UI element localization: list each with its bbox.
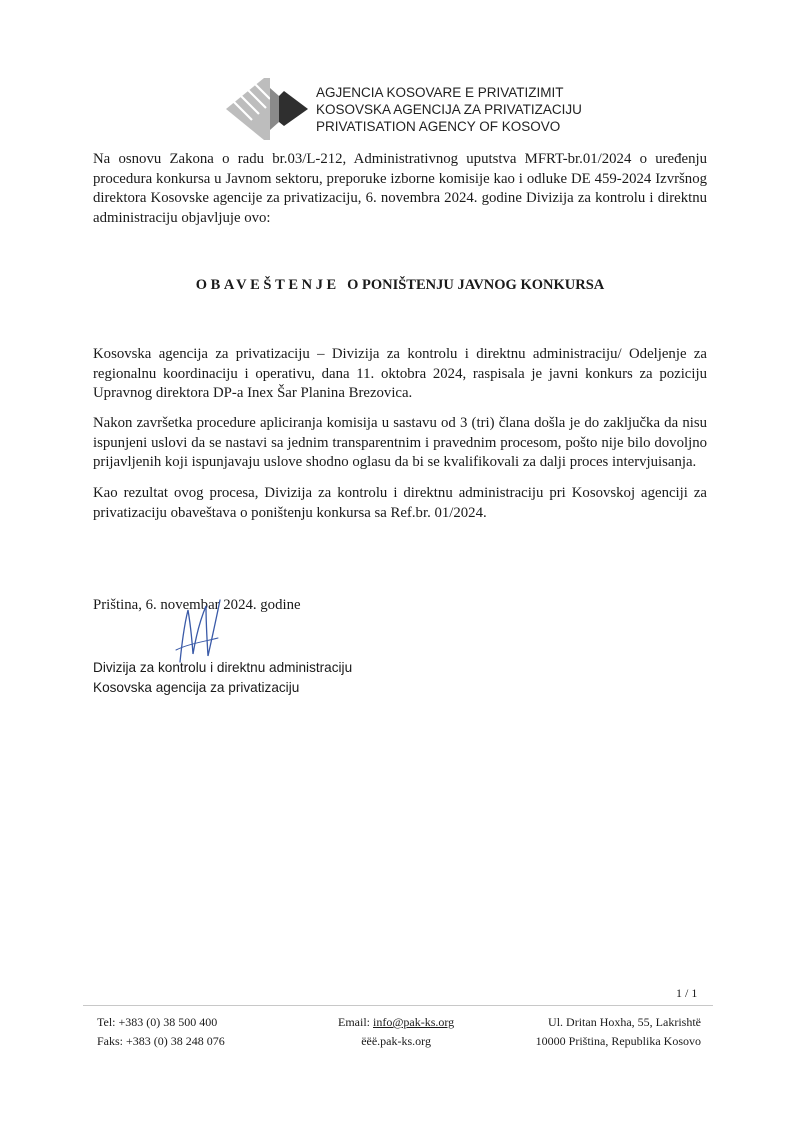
footer-address-line2: 10000 Priština, Republika Kosovo (535, 1034, 701, 1048)
footer-tel: Tel: +383 (0) 38 500 400 (97, 1015, 218, 1029)
signature-division: Divizija za kontrolu i direktnu administraciju (93, 660, 353, 675)
footer-address-line1: Ul. Dritan Hoxha, 55, Lakrishtë (548, 1015, 701, 1029)
footer-email-label: Email: (338, 1015, 373, 1029)
agency-name-english: PRIVATISATION AGENCY OF KOSOVO (316, 119, 561, 134)
footer-web: ëëë.pak-ks.org (361, 1034, 431, 1048)
signature-block (93, 658, 352, 697)
title-spaced-word: OBAVEŠTENJE (195, 277, 340, 293)
page-number: 1 / 1 (676, 986, 698, 1000)
footer-phone (97, 1013, 225, 1051)
title-rest: O PONIŠTENJU JAVNOG KONKURSA (347, 277, 605, 293)
document-title (0, 277, 800, 294)
agency-name-serbian: KOSOVSKA AGENCIJA ZA PRIVATIZACIJU (316, 102, 582, 117)
intro-paragraph: Na osnovu Zakona o radu br.03/L-212, Administrativnog uputstva MFRT-br.01/2024 o uređenju procedura konkursa u Javnom sektoru, preporuke izborne komisije kao i odluke DE 459-2024 Izvršnog direktora Kosovske agencije za privatizaciju, 6. novembra 2024. godine Divizija za kontrolu i direktnu administraciju objavljuje ovo: (93, 151, 707, 226)
agency-logo-icon (226, 78, 308, 145)
agency-name-albanian: AGJENCIA KOSOVARE E PRIVATIZIMIT (316, 85, 564, 100)
body-paragraph-3: Kao rezultat ovog procesa, Divizija za kontrolu i direktnu administraciju pri Kosovskoj agenciji za privatizaciju obaveštava o poništenju konkursa sa Ref.br. 01/2024. (93, 485, 707, 521)
footer-email-line (338, 1013, 454, 1032)
footer-address (536, 1013, 701, 1051)
place-date: Priština, 6. novembar 2024. godine (93, 597, 301, 613)
signature-agency: Kosovska agencija za privatizaciju (93, 679, 300, 695)
footer-fax: Faks: +383 (0) 38 248 076 (97, 1034, 225, 1048)
body-paragraph-1: Kosovska agencija za privatizaciju – Divizija za kontrolu i direktnu administraciju/ Odeljenje za regionalnu koordinaciju i operativu, dana 11. oktobra 2024, raspisala je javni konkurs za poziciju Upravnog direktora DP-a Inex Šar Planina Brezovica. (93, 346, 707, 401)
agency-name (316, 84, 582, 135)
footer (83, 1005, 713, 1054)
footer-email-link[interactable]: info@pak-ks.org (373, 1015, 455, 1029)
body-paragraph-2: Nakon završetka procedure apliciranja komisija u sastavu od 3 (tri) člana došla je do zaključka da nisu ispunjeni uslovi da se nastavi sa jednim transparentnim i pravednim procesom, pošto nije bilo dovoljno prijavljenih koji ispunjavaju uslove shodno oglasu da bi se kvalifikovali za dalji proces intervjuisanja. (93, 415, 707, 470)
footer-contact (338, 1013, 454, 1051)
